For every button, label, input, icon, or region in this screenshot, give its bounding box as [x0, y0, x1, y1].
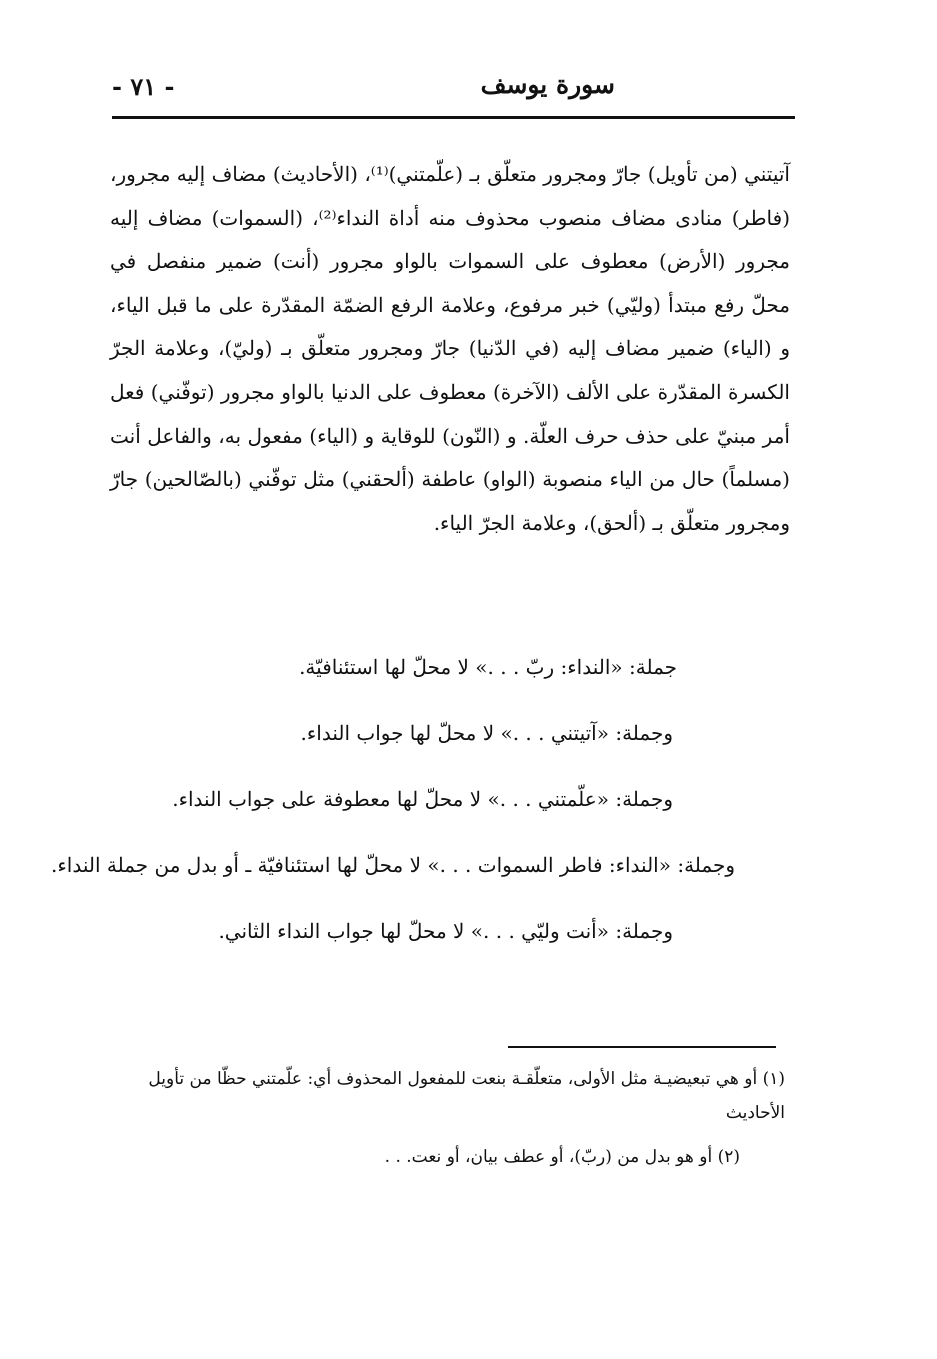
footnotes [105, 1062, 785, 1184]
main-paragraph: آتيتني (من تأويل) جارّ ومجرور متعلّق بـ (علّمتني)⁽¹⁾، (الأحاديث) مضاف إليه مجرور، (فاطر) منادى مضاف منصوب محذوف منه أداة النداء⁽²⁾، (السموات) مضاف إليه مجرور (الأرض) معطوف على السموات بالواو مجرور (أنت) ضمير منفصل في محلّ رفع مبتدأ (وليّي) خبر مرفوع، وعلامة الرفع الضمّة المقدّرة على ما قبل الياء، و (الياء) ضمير مضاف إليه (في الدّنيا) جارّ ومجرور متعلّق بـ (وليّ)، وعلامة الجرّ الكسرة المقدّرة على الألف (الآخرة) معطوف على الدنيا بالواو مجرور (توفّني) فعل أمر مبنيّ على حذف حرف العلّة. و (النّون) للوقاية و (الياء) مفعول به، والفاعل أنت (مسلماً) حال من الياء منصوبة (الواو) عاطفة (ألحقني) مثل توفّني (بالصّالحين) جارّ ومجرور متعلّق بـ (ألحق)، وعلامة الجرّ الياء. [110, 162, 790, 535]
page-header [112, 68, 795, 116]
sentence-item: وجملة: «آتيتني . . .» لا محلّ لها جواب النداء. [300, 721, 673, 745]
footnote-rule [508, 1046, 776, 1048]
sentence-list [51, 645, 735, 975]
page-number: - ٧١ - [112, 72, 175, 101]
sentence-item: وجملة: «النداء: فاطر السموات . . .» لا محلّ لها استئنافيّة ـ أو بدل من جملة النداء. [51, 853, 735, 877]
sentence-item: جملة: «النداء: ربّ . . .» لا محلّ لها استئنافيّة. [299, 655, 677, 679]
sentence-item: وجملة: «علّمتني . . .» لا محلّ لها معطوفة على جواب النداء. [172, 787, 673, 811]
header-rule [112, 116, 795, 119]
footnote-2: (٢) أو هو بدل من (ربّ)، أو عطف بيان، أو نعت. . . [384, 1147, 740, 1167]
main-paragraph-block [110, 153, 790, 545]
surah-title: سورة يوسف [480, 70, 615, 99]
footnote-1: (١) أو هي تبعيضيـة مثل الأولى، متعلّقـة بنعت للمفعول المحذوف أي: علّمتني حظّا من تأويل الأحاديث [148, 1069, 785, 1123]
sentence-item: وجملة: «أنت وليّي . . .» لا محلّ لها جواب النداء الثاني. [218, 919, 673, 943]
